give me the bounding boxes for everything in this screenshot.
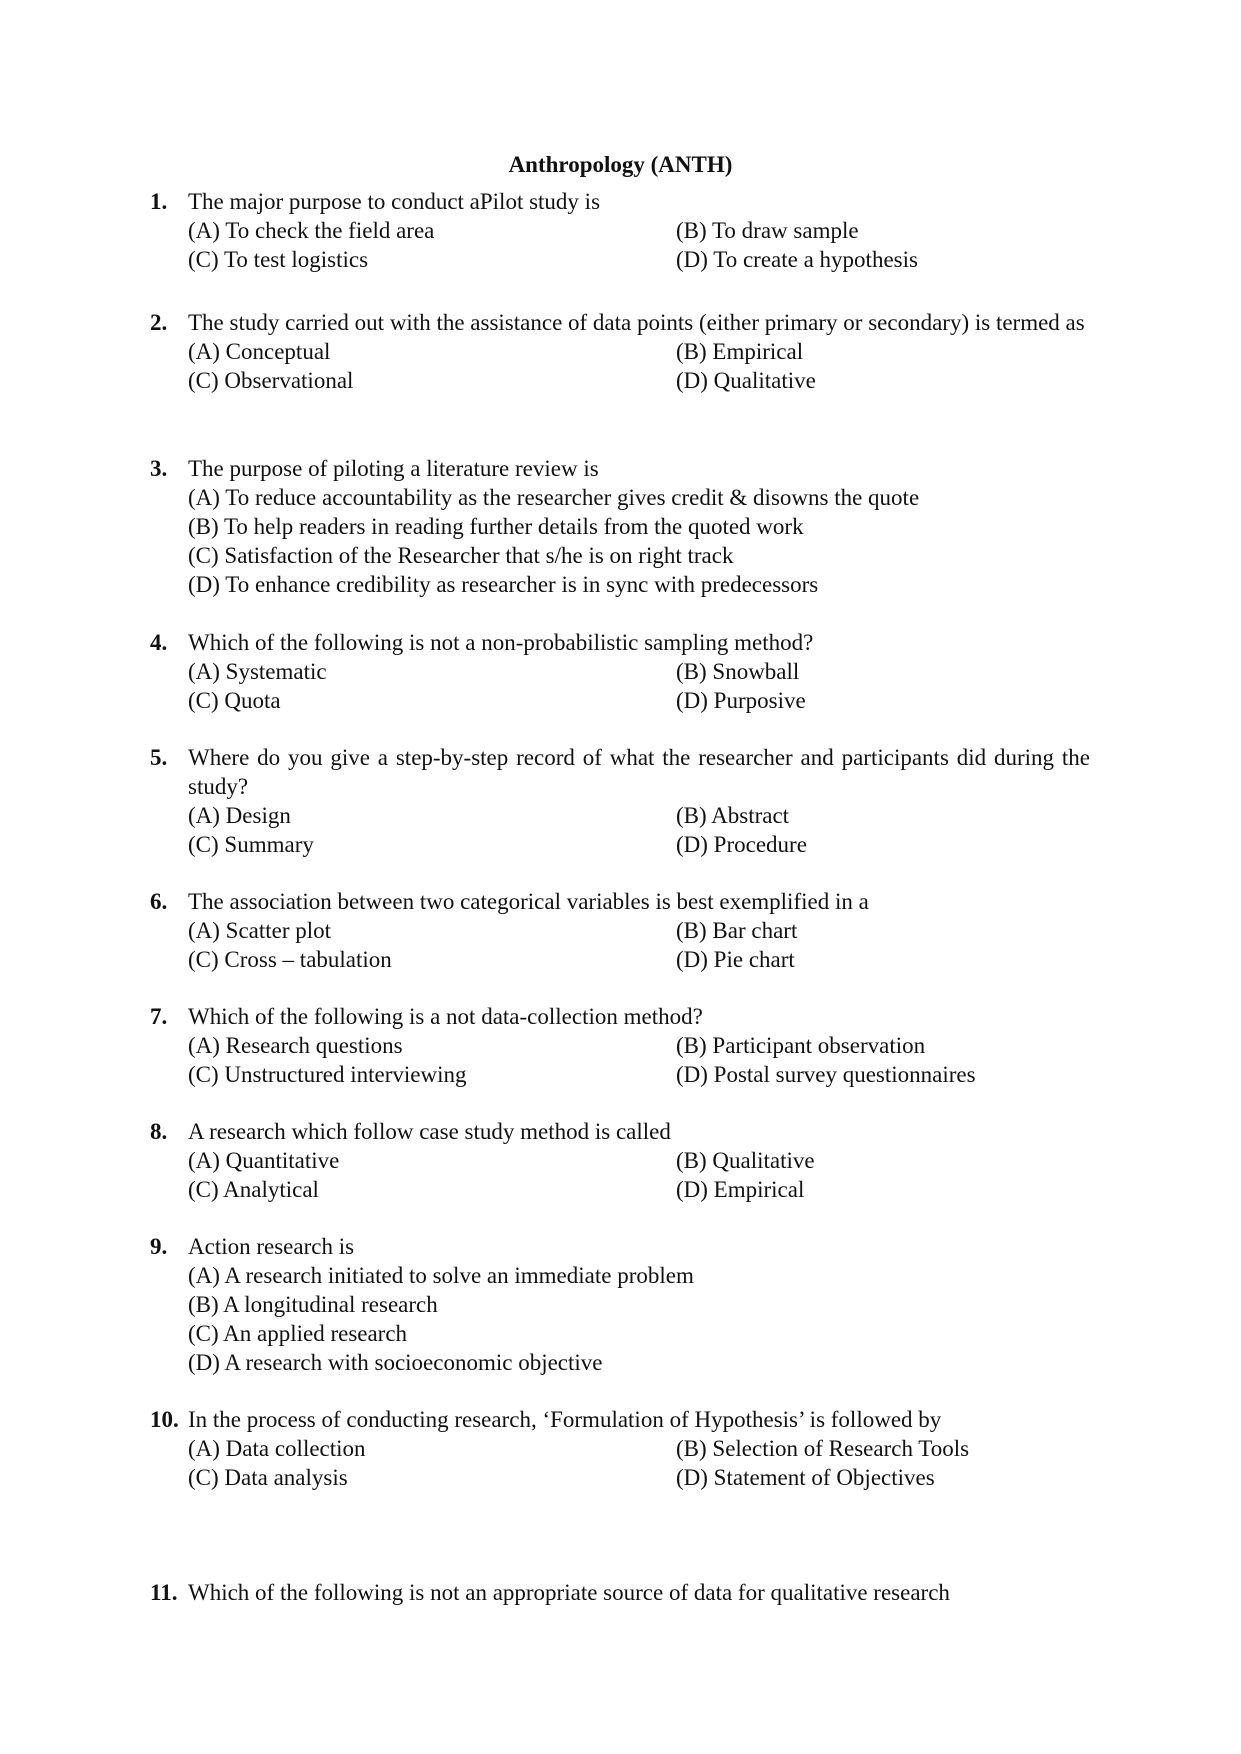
question-number: 2. [150,310,168,335]
question-3 [150,454,1090,599]
option-d: (D) Pie chart [676,947,795,972]
question-text: A research which follow case study method is called [188,1119,671,1144]
question-number: 4. [150,630,168,655]
option-c: (C) To test logistics [188,247,369,272]
option-d: (D) To create a hypothesis [676,247,918,272]
question-1 [150,187,1090,274]
option-c: (C) Data analysis [188,1465,348,1490]
option-b: (B) Empirical [676,339,804,364]
question-2 [150,308,1090,395]
option-b: (B) Snowball [676,659,800,684]
option-a: (A) Research questions [188,1033,403,1058]
option-c: (C) Observational [188,368,354,393]
question-number: 7. [150,1004,168,1029]
question-text: Action research is [188,1234,355,1259]
option-c: (C) Cross – tabulation [188,947,392,972]
option-c: (C) Unstructured interviewing [188,1062,467,1087]
option-c: (C) Analytical [188,1177,319,1202]
option-a: (A) Scatter plot [188,918,332,943]
question-number: 8. [150,1119,168,1144]
option-a: (A) Quantitative [188,1148,340,1173]
option-b: (B) To draw sample [676,218,859,243]
question-8 [150,1117,1090,1204]
option-b: (B) To help readers in reading further details from the quoted work [188,514,804,539]
option-d: (D) Postal survey questionnaires [676,1062,976,1087]
question-text: The study carried out with the assistance of data points (either primary or secondary) is termed as [188,310,1085,335]
question-text: Which of the following is not an appropriate source of data for qualitative research [188,1580,950,1605]
option-d: (D) Qualitative [676,368,816,393]
option-b: (B) Bar chart [676,918,798,943]
question-text: The purpose of piloting a literature review is [188,456,599,481]
question-number: 1. [150,189,168,214]
question-number: 9. [150,1234,168,1259]
option-a: (A) Design [188,803,291,828]
question-number: 5. [150,745,168,770]
option-a: (A) Data collection [188,1436,366,1461]
option-b: (B) Qualitative [676,1148,815,1173]
option-b: (B) Participant observation [676,1033,926,1058]
option-b: (B) Abstract [676,803,790,828]
option-b: (B) A longitudinal research [188,1292,438,1317]
option-d: (D) Procedure [676,832,807,857]
option-d: (D) A research with socioeconomic objective [188,1350,603,1375]
option-d: (D) Purposive [676,688,806,713]
option-a: (A) To reduce accountability as the researcher gives credit & disowns the quote [188,485,920,510]
option-c: (C) Summary [188,832,314,857]
option-d: (D) Empirical [676,1177,805,1202]
option-a: (A) To check the field area [188,218,435,243]
option-a: (A) Conceptual [188,339,331,364]
question-4 [150,628,1090,715]
question-text: Where do you give a step-by-step record of what the researcher and participants did during the study? [188,745,1090,799]
question-7 [150,1002,1090,1089]
option-d: (D) To enhance credibility as researcher is in sync with predecessors [188,572,819,597]
page-title: Anthropology (ANTH) [508,152,733,177]
question-text: Which of the following is a not data-collection method? [188,1004,703,1029]
question-number: 6. [150,889,168,914]
question-text: Which of the following is not a non-probabilistic sampling method? [188,630,814,655]
question-number: 11. [150,1580,178,1605]
option-a: (A) A research initiated to solve an immediate problem [188,1263,694,1288]
option-c: (C) An applied research [188,1321,408,1346]
question-5 [150,743,1090,859]
question-number: 10. [150,1407,179,1432]
question-text: In the process of conducting research, ‘Formulation of Hypothesis’ is followed by [188,1407,942,1432]
question-6 [150,887,1090,974]
question-text: The major purpose to conduct aPilot study is [188,189,601,214]
question-9 [150,1232,1090,1377]
question-text: The association between two categorical variables is best exemplified in a [188,889,869,914]
question-11 [150,1578,1090,1607]
option-d: (D) Statement of Objectives [676,1465,935,1490]
option-a: (A) Systematic [188,659,327,684]
question-number: 3. [150,456,168,481]
question-10 [150,1405,1090,1492]
option-b: (B) Selection of Research Tools [676,1436,970,1461]
option-c: (C) Quota [188,688,281,713]
option-c: (C) Satisfaction of the Researcher that s/he is on right track [188,543,734,568]
